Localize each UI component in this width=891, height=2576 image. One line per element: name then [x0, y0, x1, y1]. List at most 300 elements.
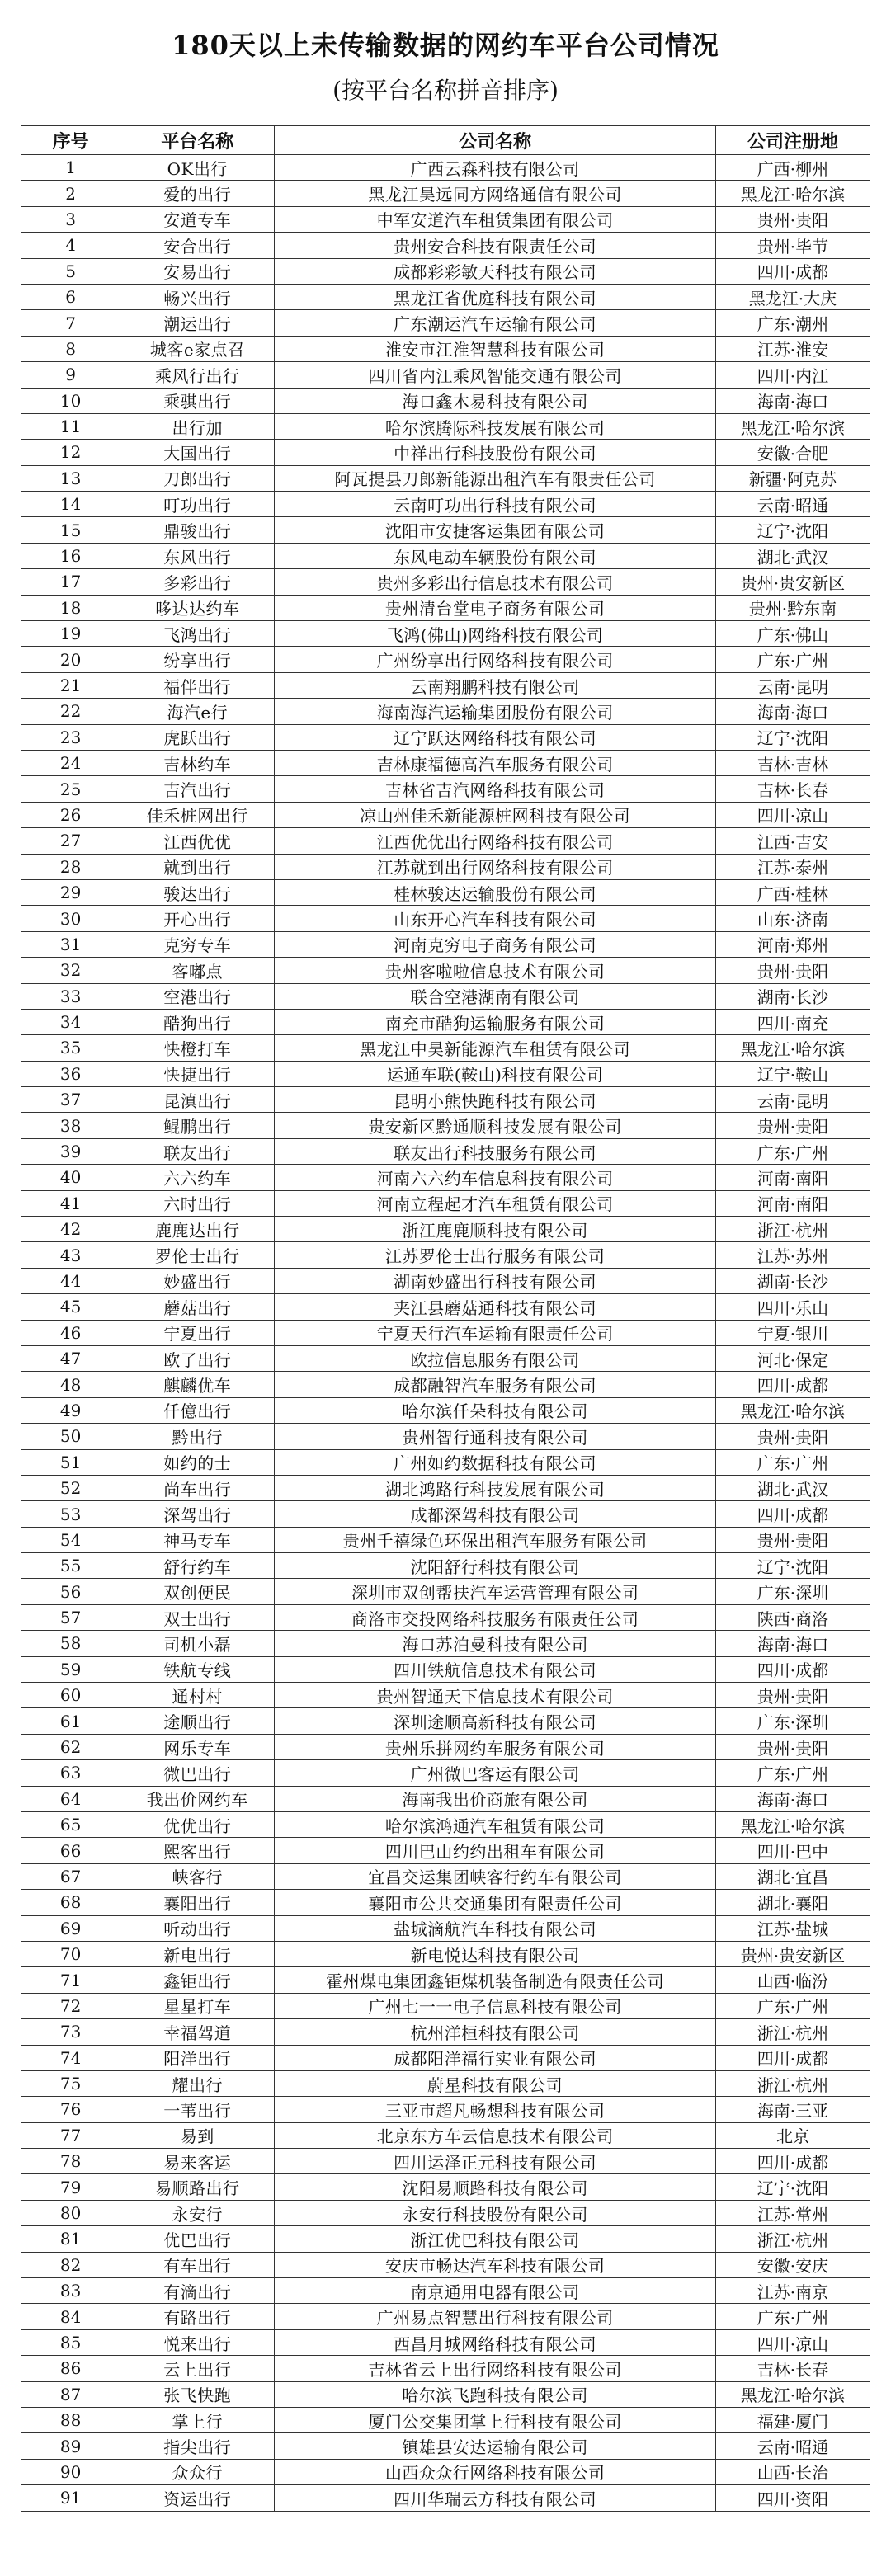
- company-name: 江苏就到出行网络科技有限公司: [275, 854, 716, 879]
- registration-place: 辽宁·鞍山: [715, 1061, 870, 1086]
- table-row: [21, 1087, 870, 1113]
- row-index: 62: [21, 1734, 120, 1759]
- company-name: 河南克穷电子商务有限公司: [275, 931, 716, 957]
- platform-name: OK出行: [120, 155, 275, 181]
- header-index: 序号: [21, 126, 120, 155]
- platform-name: 空港出行: [120, 983, 275, 1009]
- company-name: 运通车联(鞍山)科技有限公司: [275, 1061, 716, 1086]
- platform-name: 就到出行: [120, 854, 275, 879]
- registration-place: 四川·成都: [715, 1501, 870, 1527]
- table-row: [21, 155, 870, 181]
- table-row: [21, 2278, 870, 2304]
- company-name: 四川华瑞云方科技有限公司: [275, 2485, 716, 2511]
- platform-name: 张飞快跑: [120, 2381, 275, 2407]
- platform-name: 爱的出行: [120, 181, 275, 206]
- registration-place: 贵州·毕节: [715, 233, 870, 258]
- row-index: 53: [21, 1501, 120, 1527]
- registration-place: 四川·凉山: [715, 802, 870, 827]
- row-index: 49: [21, 1397, 120, 1423]
- table-row: [21, 1061, 870, 1086]
- header-company-name: 公司名称: [275, 126, 716, 155]
- platform-name: 深驾出行: [120, 1501, 275, 1527]
- row-index: 80: [21, 2200, 120, 2225]
- platform-name: 悦来出行: [120, 2329, 275, 2355]
- row-index: 81: [21, 2226, 120, 2252]
- table-row: [21, 1760, 870, 1786]
- table-row: [21, 1553, 870, 1579]
- company-name: 吉林省吉汽网络科技有限公司: [275, 776, 716, 802]
- table-row: [21, 1915, 870, 1941]
- company-name: 霍州煤电集团鑫钜煤机装备制造有限责任公司: [275, 1967, 716, 1993]
- company-name: 昆明小熊快跑科技有限公司: [275, 1087, 716, 1113]
- table-row: [21, 1294, 870, 1320]
- registration-place: 黑龙江·哈尔滨: [715, 413, 870, 439]
- registration-place: 云南·昆明: [715, 1087, 870, 1113]
- platform-name: 一苇出行: [120, 2097, 275, 2122]
- registration-place: 贵州·贵阳: [715, 1734, 870, 1759]
- registration-place: 福建·厦门: [715, 2407, 870, 2432]
- header-registration: 公司注册地: [715, 126, 870, 155]
- registration-place: 黑龙江·哈尔滨: [715, 181, 870, 206]
- table-row: [21, 621, 870, 647]
- table-row: [21, 543, 870, 568]
- table-row: [21, 2174, 870, 2200]
- platform-name: 幸福驾道: [120, 2019, 275, 2045]
- company-name: 安庆市畅达汽车科技有限公司: [275, 2252, 716, 2277]
- row-index: 14: [21, 492, 120, 517]
- platform-name: 福伴出行: [120, 672, 275, 698]
- platform-name: 网乐专车: [120, 1734, 275, 1759]
- platform-name: 东风出行: [120, 543, 275, 568]
- row-index: 89: [21, 2433, 120, 2459]
- company-name: 哈尔滨飞跑科技有限公司: [275, 2381, 716, 2407]
- company-name: 中祥出行科技股份有限公司: [275, 440, 716, 465]
- table-row: [21, 1424, 870, 1449]
- row-index: 79: [21, 2174, 120, 2200]
- company-name: 深圳途顺高新科技有限公司: [275, 1708, 716, 1734]
- table-row: [21, 906, 870, 931]
- platform-name: 资运出行: [120, 2485, 275, 2511]
- platform-name: 途顺出行: [120, 1708, 275, 1734]
- table-header-row: [21, 126, 870, 155]
- table-row: [21, 699, 870, 724]
- row-index: 50: [21, 1424, 120, 1449]
- registration-place: 黑龙江·哈尔滨: [715, 2381, 870, 2407]
- company-name: 新电悦达科技有限公司: [275, 1941, 716, 1966]
- table-row: [21, 2407, 870, 2432]
- company-name: 四川省内江乘风智能交通有限公司: [275, 362, 716, 388]
- company-name: 江苏罗伦士出行服务有限公司: [275, 1242, 716, 1268]
- company-name: 浙江优巴科技有限公司: [275, 2226, 716, 2252]
- platform-name: 蘑菇出行: [120, 1294, 275, 1320]
- registration-place: 江苏·泰州: [715, 854, 870, 879]
- table-row: [21, 440, 870, 465]
- registration-place: 广东·广州: [715, 2304, 870, 2329]
- company-name: 沈阳易顺路科技有限公司: [275, 2174, 716, 2200]
- company-name: 海南海汽运输集团股份有限公司: [275, 699, 716, 724]
- platform-name: 新电出行: [120, 1941, 275, 1966]
- table-row: [21, 2433, 870, 2459]
- registration-place: 贵州·贵阳: [715, 1113, 870, 1138]
- table-row: [21, 1708, 870, 1734]
- registration-place: 湖北·宜昌: [715, 1863, 870, 1889]
- company-name: 云南叮功出行科技有限公司: [275, 492, 716, 517]
- row-index: 68: [21, 1890, 120, 1915]
- company-name: 成都阳洋福行实业有限公司: [275, 2045, 716, 2070]
- registration-place: 广西·柳州: [715, 155, 870, 181]
- row-index: 22: [21, 699, 120, 724]
- company-name: 商洛市交投网络科技服务有限责任公司: [275, 1604, 716, 1630]
- platform-name: 哆达达约车: [120, 595, 275, 620]
- platform-name: 双士出行: [120, 1604, 275, 1630]
- table-row: [21, 1890, 870, 1915]
- registration-place: 浙江·杭州: [715, 2226, 870, 2252]
- row-index: 13: [21, 465, 120, 491]
- table-row: [21, 1345, 870, 1371]
- company-name: 三亚市超凡畅想科技有限公司: [275, 2097, 716, 2122]
- table-row: [21, 1786, 870, 1811]
- table-row: [21, 1967, 870, 1993]
- platform-name: 有滴出行: [120, 2278, 275, 2304]
- table-body: [21, 155, 870, 2512]
- company-name: 凉山州佳禾新能源桩网科技有限公司: [275, 802, 716, 827]
- row-index: 18: [21, 595, 120, 620]
- platform-name: 刀郎出行: [120, 465, 275, 491]
- company-name: 哈尔滨仟朵科技有限公司: [275, 1397, 716, 1423]
- row-index: 7: [21, 310, 120, 336]
- company-name: 贵州智行通科技有限公司: [275, 1424, 716, 1449]
- platform-name: 妙盛出行: [120, 1268, 275, 1293]
- table-row: [21, 724, 870, 750]
- registration-place: 吉林·长春: [715, 776, 870, 802]
- registration-place: 海南·海口: [715, 1786, 870, 1811]
- row-index: 73: [21, 2019, 120, 2045]
- company-name: 桂林骏达运输股份有限公司: [275, 879, 716, 905]
- registration-place: 江苏·苏州: [715, 1242, 870, 1268]
- registration-place: 安徽·安庆: [715, 2252, 870, 2277]
- platform-name: 乘骐出行: [120, 388, 275, 413]
- row-index: 25: [21, 776, 120, 802]
- company-name: 东风电动车辆股份有限公司: [275, 543, 716, 568]
- row-index: 44: [21, 1268, 120, 1293]
- table-row: [21, 879, 870, 905]
- company-name: 广州微巴客运有限公司: [275, 1760, 716, 1786]
- row-index: 34: [21, 1009, 120, 1034]
- row-index: 41: [21, 1190, 120, 1216]
- row-index: 2: [21, 181, 120, 206]
- registration-place: 四川·凉山: [715, 2329, 870, 2355]
- registration-place: 江苏·盐城: [715, 1915, 870, 1941]
- table-row: [21, 595, 870, 620]
- registration-place: 北京: [715, 2122, 870, 2148]
- company-name: 贵州智通天下信息技术有限公司: [275, 1683, 716, 1708]
- registration-place: 江苏·南京: [715, 2278, 870, 2304]
- company-name: 成都融智汽车服务有限公司: [275, 1372, 716, 1397]
- row-index: 72: [21, 1993, 120, 2018]
- company-name: 中军安道汽车租赁集团有限公司: [275, 206, 716, 232]
- registration-place: 广东·广州: [715, 1760, 870, 1786]
- table-row: [21, 2304, 870, 2329]
- platform-name: 鹿鹿达出行: [120, 1217, 275, 1242]
- registration-place: 广东·佛山: [715, 621, 870, 647]
- table-row: [21, 1734, 870, 1759]
- registration-place: 贵州·贵安新区: [715, 1941, 870, 1966]
- table-row: [21, 1838, 870, 1863]
- platform-name: 大国出行: [120, 440, 275, 465]
- company-name: 广州如约数据科技有限公司: [275, 1449, 716, 1475]
- table-row: [21, 181, 870, 206]
- table-row: [21, 1372, 870, 1397]
- registration-place: 河南·南阳: [715, 1165, 870, 1190]
- table-row: [21, 1320, 870, 1345]
- platform-name: 宁夏出行: [120, 1320, 275, 1345]
- company-name: 成都彩彩敏天科技有限公司: [275, 258, 716, 284]
- row-index: 63: [21, 1760, 120, 1786]
- table-row: [21, 2381, 870, 2407]
- registration-place: 浙江·杭州: [715, 2019, 870, 2045]
- platform-name: 虎跃出行: [120, 724, 275, 750]
- platform-name: 欧了出行: [120, 1345, 275, 1371]
- table-row: [21, 1449, 870, 1475]
- platform-name: 吉汽出行: [120, 776, 275, 802]
- table-row: [21, 2226, 870, 2252]
- row-index: 32: [21, 958, 120, 983]
- registration-place: 辽宁·沈阳: [715, 517, 870, 543]
- row-index: 20: [21, 647, 120, 672]
- row-index: 88: [21, 2407, 120, 2432]
- platform-name: 鼎骏出行: [120, 517, 275, 543]
- table-row: [21, 1579, 870, 1604]
- company-name: 贵州多彩出行信息技术有限公司: [275, 569, 716, 595]
- platform-name: 罗伦士出行: [120, 1242, 275, 1268]
- registration-place: 广东·广州: [715, 1138, 870, 1164]
- platform-name: 优巴出行: [120, 2226, 275, 2252]
- platform-name: 吉林约车: [120, 750, 275, 775]
- company-name: 阿瓦提县刀郎新能源出租汽车有限责任公司: [275, 465, 716, 491]
- platform-name: 昆滇出行: [120, 1087, 275, 1113]
- platform-name: 如约的士: [120, 1449, 275, 1475]
- platform-name: 峡客行: [120, 1863, 275, 1889]
- table-row: [21, 2149, 870, 2174]
- platform-name: 优优出行: [120, 1812, 275, 1838]
- row-index: 5: [21, 258, 120, 284]
- registration-place: 江苏·淮安: [715, 336, 870, 361]
- table-row: [21, 958, 870, 983]
- row-index: 36: [21, 1061, 120, 1086]
- company-name: 成都深驾科技有限公司: [275, 1501, 716, 1527]
- platform-name: 掌上行: [120, 2407, 275, 2432]
- table-row: [21, 1501, 870, 1527]
- platform-name: 海汽e行: [120, 699, 275, 724]
- row-index: 29: [21, 879, 120, 905]
- registration-place: 广东·广州: [715, 1993, 870, 2018]
- table-row: [21, 1165, 870, 1190]
- company-name: 飞鸿(佛山)网络科技有限公司: [275, 621, 716, 647]
- row-index: 84: [21, 2304, 120, 2329]
- table-row: [21, 1397, 870, 1423]
- platform-name: 安道专车: [120, 206, 275, 232]
- platform-name: 麒麟优车: [120, 1372, 275, 1397]
- registration-place: 云南·昆明: [715, 672, 870, 698]
- row-index: 78: [21, 2149, 120, 2174]
- registration-place: 陕西·商洛: [715, 1604, 870, 1630]
- row-index: 54: [21, 1527, 120, 1552]
- registration-place: 四川·成都: [715, 2045, 870, 2070]
- company-name: 辽宁跃达网络科技有限公司: [275, 724, 716, 750]
- row-index: 48: [21, 1372, 120, 1397]
- platform-name: 有车出行: [120, 2252, 275, 2277]
- registration-place: 海南·三亚: [715, 2097, 870, 2122]
- company-name: 河南六六约车信息科技有限公司: [275, 1165, 716, 1190]
- table-row: [21, 2329, 870, 2355]
- row-index: 69: [21, 1915, 120, 1941]
- row-index: 87: [21, 2381, 120, 2407]
- row-index: 51: [21, 1449, 120, 1475]
- registration-place: 四川·成都: [715, 2149, 870, 2174]
- header-platform-name: 平台名称: [120, 126, 275, 155]
- company-name: 欧拉信息服务有限公司: [275, 1345, 716, 1371]
- platform-name: 鑫钜出行: [120, 1967, 275, 1993]
- row-index: 43: [21, 1242, 120, 1268]
- registration-place: 广东·广州: [715, 647, 870, 672]
- company-name: 南京通用电器有限公司: [275, 2278, 716, 2304]
- registration-place: 辽宁·沈阳: [715, 1553, 870, 1579]
- company-name: 黑龙江昊远同方网络通信有限公司: [275, 181, 716, 206]
- registration-place: 四川·资阳: [715, 2485, 870, 2511]
- company-name: 宁夏天行汽车运输有限责任公司: [275, 1320, 716, 1345]
- table-row: [21, 776, 870, 802]
- row-index: 40: [21, 1165, 120, 1190]
- registration-place: 山西·长治: [715, 2459, 870, 2484]
- row-index: 67: [21, 1863, 120, 1889]
- company-name: 厦门公交集团掌上行科技有限公司: [275, 2407, 716, 2432]
- platform-name: 克穷专车: [120, 931, 275, 957]
- table-row: [21, 2485, 870, 2511]
- registration-place: 海南·海口: [715, 699, 870, 724]
- registration-place: 广东·深圳: [715, 1579, 870, 1604]
- row-index: 59: [21, 1656, 120, 1682]
- platform-name: 众众行: [120, 2459, 275, 2484]
- platform-name: 微巴出行: [120, 1760, 275, 1786]
- table-row: [21, 854, 870, 879]
- platform-name: 通村村: [120, 1683, 275, 1708]
- registration-place: 四川·成都: [715, 258, 870, 284]
- company-name: 南充市酷狗运输服务有限公司: [275, 1009, 716, 1034]
- platform-name: 永安行: [120, 2200, 275, 2225]
- company-name: 襄阳市公共交通集团有限责任公司: [275, 1890, 716, 1915]
- platform-name: 舒行约车: [120, 1553, 275, 1579]
- company-name: 海南我出价商旅有限公司: [275, 1786, 716, 1811]
- table-row: [21, 2459, 870, 2484]
- company-name: 湖北鸿路行科技发展有限公司: [275, 1475, 716, 1500]
- registration-place: 山西·临汾: [715, 1967, 870, 1993]
- row-index: 45: [21, 1294, 120, 1320]
- document-subtitle: (按平台名称拼音排序): [332, 77, 559, 104]
- platform-name: 听动出行: [120, 1915, 275, 1941]
- platform-name: 襄阳出行: [120, 1890, 275, 1915]
- row-index: 47: [21, 1345, 120, 1371]
- platform-name: 城客e家点召: [120, 336, 275, 361]
- row-index: 23: [21, 724, 120, 750]
- company-name: 江西优优出行网络科技有限公司: [275, 828, 716, 854]
- registration-place: 四川·南充: [715, 1009, 870, 1034]
- platform-name: 黔出行: [120, 1424, 275, 1449]
- company-name: 淮安市江淮智慧科技有限公司: [275, 336, 716, 361]
- company-name: 哈尔滨鸿通汽车租赁有限公司: [275, 1812, 716, 1838]
- registration-place: 海南·海口: [715, 388, 870, 413]
- table-row: [21, 284, 870, 309]
- row-index: 77: [21, 2122, 120, 2148]
- row-index: 74: [21, 2045, 120, 2070]
- table-row: [21, 1941, 870, 1966]
- platform-name: 客嘟点: [120, 958, 275, 983]
- table-row: [21, 465, 870, 491]
- table-row: [21, 1993, 870, 2018]
- platform-name: 快橙打车: [120, 1035, 275, 1061]
- company-name: 四川巴山约约出租车有限公司: [275, 1838, 716, 1863]
- table-row: [21, 2097, 870, 2122]
- row-index: 90: [21, 2459, 120, 2484]
- table-row: [21, 517, 870, 543]
- company-name: 深圳市双创帮扶汽车运营管理有限公司: [275, 1579, 716, 1604]
- row-index: 75: [21, 2070, 120, 2096]
- row-index: 82: [21, 2252, 120, 2277]
- platform-name: 耀出行: [120, 2070, 275, 2096]
- registration-place: 黑龙江·哈尔滨: [715, 1812, 870, 1838]
- platform-name: 乘风行出行: [120, 362, 275, 388]
- platform-name: 阳洋出行: [120, 2045, 275, 2070]
- row-index: 60: [21, 1683, 120, 1708]
- platform-name: 安易出行: [120, 258, 275, 284]
- table-row: [21, 1242, 870, 1268]
- table-row: [21, 2019, 870, 2045]
- platform-name: 神马专车: [120, 1527, 275, 1552]
- platform-name: 司机小磊: [120, 1631, 275, 1656]
- row-index: 26: [21, 802, 120, 827]
- company-name: 广州易点智慧出行科技有限公司: [275, 2304, 716, 2329]
- table-row: [21, 1527, 870, 1552]
- registration-place: 河南·南阳: [715, 1190, 870, 1216]
- row-index: 38: [21, 1113, 120, 1138]
- platform-name: 江西优优: [120, 828, 275, 854]
- company-name: 海口苏泊曼科技有限公司: [275, 1631, 716, 1656]
- table-row: [21, 1138, 870, 1164]
- platform-name: 鲲鹏出行: [120, 1113, 275, 1138]
- table-row: [21, 802, 870, 827]
- platform-name: 铁航专线: [120, 1656, 275, 1682]
- company-name: 沈阳市安捷客运集团有限公司: [275, 517, 716, 543]
- company-name: 沈阳舒行科技有限公司: [275, 1553, 716, 1579]
- row-index: 52: [21, 1475, 120, 1500]
- row-index: 76: [21, 2097, 120, 2122]
- row-index: 11: [21, 413, 120, 439]
- table-row: [21, 1217, 870, 1242]
- table-row: [21, 206, 870, 232]
- company-name: 宜昌交运集团峡客行约车有限公司: [275, 1863, 716, 1889]
- registration-place: 江苏·常州: [715, 2200, 870, 2225]
- company-name: 镇雄县安达运输有限公司: [275, 2433, 716, 2459]
- company-name: 黑龙江中昊新能源汽车租赁有限公司: [275, 1035, 716, 1061]
- registration-place: 四川·成都: [715, 1372, 870, 1397]
- company-name: 联友出行科技服务有限公司: [275, 1138, 716, 1164]
- company-name: 北京东方车云信息技术有限公司: [275, 2122, 716, 2148]
- platform-name: 熙客出行: [120, 1838, 275, 1863]
- registration-place: 贵州·贵阳: [715, 958, 870, 983]
- row-index: 8: [21, 336, 120, 361]
- table-row: [21, 672, 870, 698]
- row-index: 27: [21, 828, 120, 854]
- table-row: [21, 2252, 870, 2277]
